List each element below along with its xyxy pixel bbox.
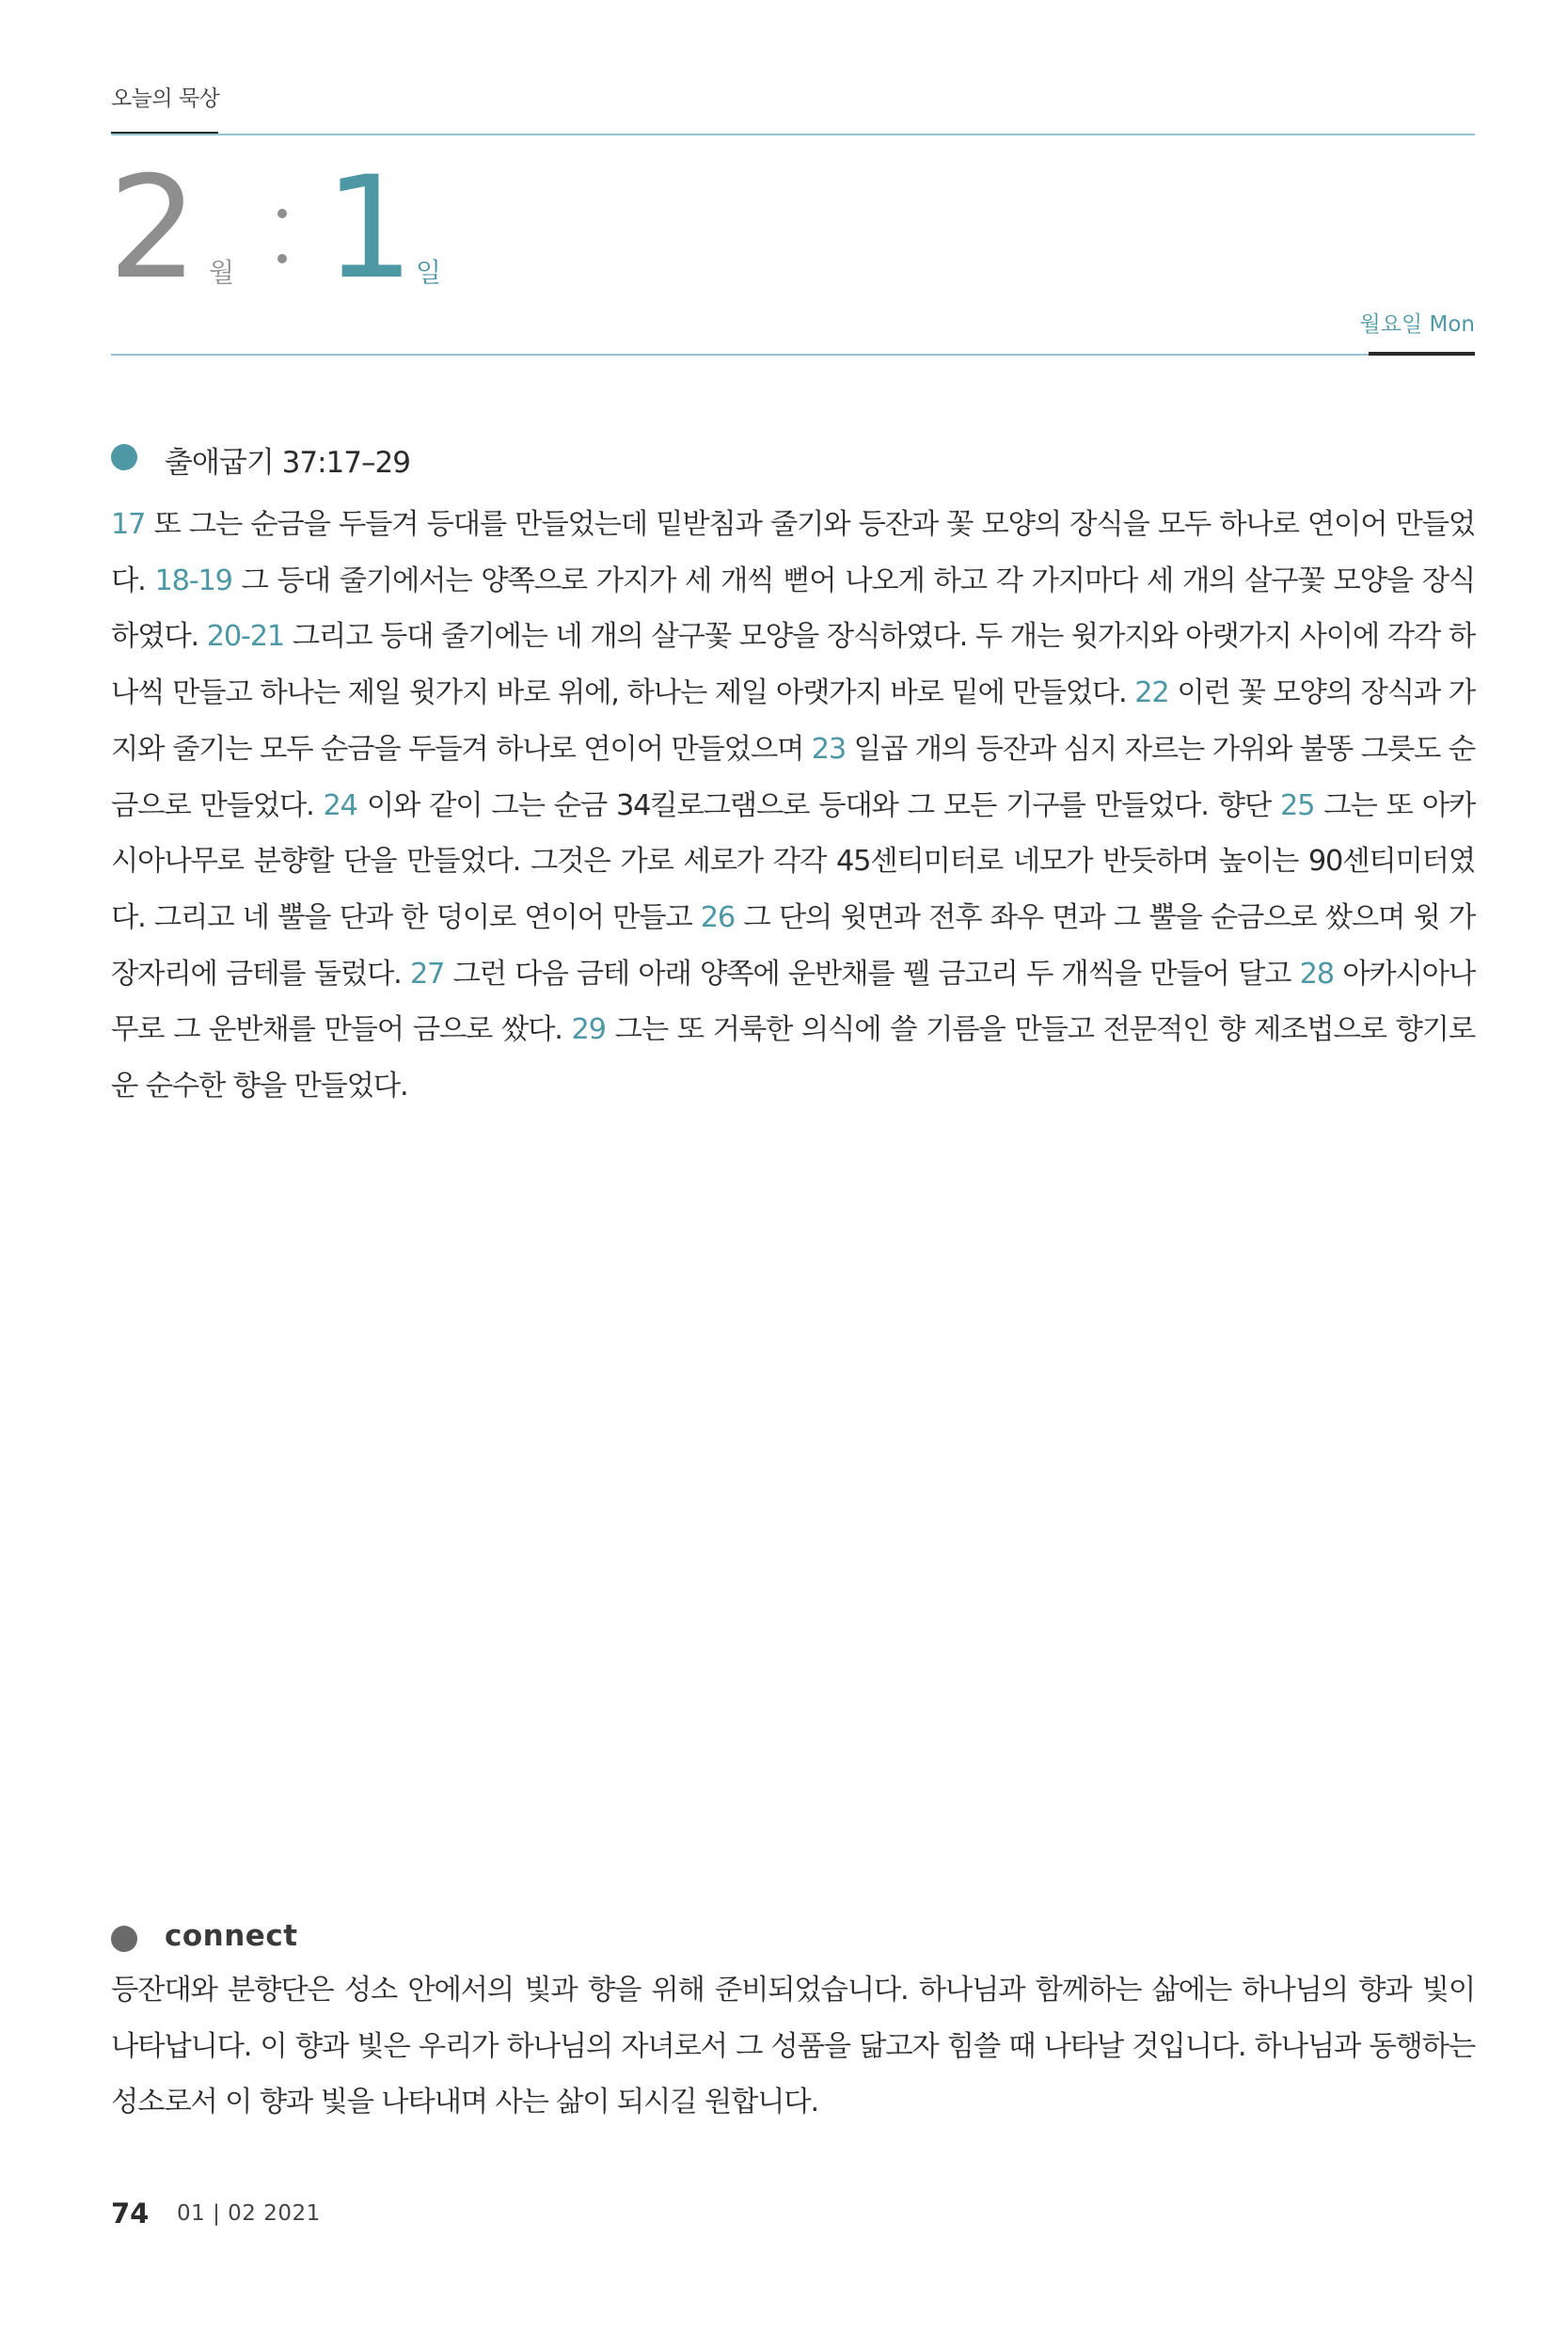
verse-text: 또 그는 순금을 두들겨 등대를 만들었는데 밑받침과 줄기와 등잔과 꽃 모양의 장식을 모두 하나로 연이어 만들었다. [111, 508, 1475, 597]
verse-text: 그 단의 윗면과 전후 좌우 면과 그 뿔을 순금으로 쌌으며 윗 가장자리에 금테를 둘렀다. [111, 900, 1475, 991]
month-unit: 월 [209, 257, 235, 288]
day-unit: 일 [416, 257, 442, 288]
colon-dot-bottom [277, 254, 287, 263]
verse-number: 18-19 [154, 563, 232, 597]
weekday-label: 월요일 Mon [1359, 312, 1475, 337]
verse-text: 그런 다음 금테 아래 양쪽에 운반채를 꿸 금고리 두 개씩을 만들어 달고 [444, 957, 1300, 991]
verse-text: 그는 또 거룩한 의식에 쓸 기름을 만들고 전문적인 향 제조법으로 향기로운 순수한 향을 만들었다. [111, 1013, 1475, 1103]
verse-text: 이런 꽃 모양의 장식과 가지와 줄기는 모두 순금을 두들겨 하나로 연이어 만들었으며 [111, 676, 1475, 766]
verse-number: 24 [323, 788, 357, 822]
connect-bullet-icon [111, 1926, 137, 1952]
scripture-bullet-icon [111, 444, 137, 470]
colon-dot-top [277, 209, 287, 218]
verse-number: 29 [571, 1013, 606, 1047]
top-divider [111, 134, 1475, 135]
connect-title: connect [165, 1919, 298, 1953]
scripture-passage [111, 497, 1475, 1115]
verse-number: 25 [1279, 788, 1315, 822]
scripture-reference: 출애굽기 37:17–29 [165, 446, 410, 480]
page-number: 74 [111, 2198, 150, 2230]
month-number: 2 [108, 147, 198, 310]
connect-body: 등잔대와 분향단은 성소 안에서의 빛과 향을 위해 준비되었습니다. 하나님과 함께하는 삶에는 하나님의 향과 빛이 나타납니다. 이 향과 빛은 우리가 하나님의 자녀로서 그 성품을 닮고자 힘쓸 때 나타날 것입니다. 하나님과 동행하는 성소로서 이 향과 빛을 나타내며 사는 삶이 되시길 원합니다. [111, 1974, 1475, 2119]
issue-date: 01 | 02 2021 [177, 2201, 321, 2226]
verse-text: 그리고 등대 줄기에는 네 개의 살구꽃 모양을 장식하였다. 두 개는 윗가지와 아랫가지 사이에 각각 하나씩 만들고 하나는 제일 윗가지 바로 위에, 하나는 제일 아랫가지 바로 밑에 만들었다. [111, 620, 1475, 710]
weekday-underline [1369, 352, 1475, 356]
verse-number: 26 [700, 900, 736, 934]
verse-text: 아카시아나무로 그 운반채를 만들어 금으로 쌌다. [111, 957, 1475, 1047]
verse-text: 그는 또 아카시아나무로 분향할 단을 만들었다. 그것은 가로 세로가 각각 45센티미터로 네모가 반듯하며 높이는 90센티미터였다. 그리고 네 뿔을 단과 한 덩이로 연이어 만들고 [111, 788, 1476, 934]
verse-text: 그 등대 줄기에서는 양쪽으로 가지가 세 개씩 뻗어 나오게 하고 각 가지마다 세 개의 살구꽃 모양을 장식하였다. [111, 563, 1476, 654]
verse-text: 일곱 개의 등잔과 심지 자르는 가위와 불똥 그릇도 순금으로 만들었다. [111, 732, 1475, 822]
verse-text: 이와 같이 그는 순금 34킬로그램으로 등대와 그 모든 기구를 만들었다. 향단 [356, 788, 1280, 822]
verse-number: 17 [111, 508, 146, 541]
day-number: 1 [325, 147, 415, 310]
section-label: 오늘의 묵상 [111, 87, 220, 111]
verse-number: 23 [811, 732, 847, 766]
header-divider [111, 354, 1475, 356]
verse-number: 27 [409, 957, 445, 991]
verse-number: 28 [1299, 957, 1334, 991]
verse-number: 22 [1134, 676, 1169, 710]
verse-number: 20-21 [206, 620, 284, 654]
